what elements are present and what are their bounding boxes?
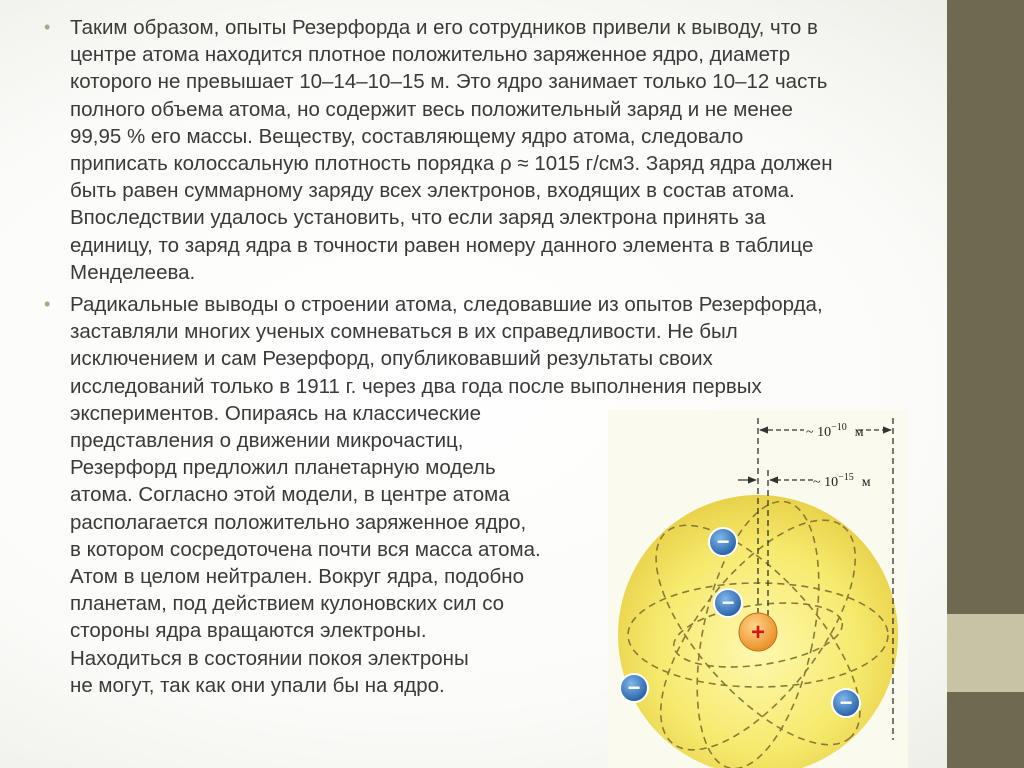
- bullet-marker: •: [44, 17, 51, 37]
- electron: [709, 528, 737, 556]
- paragraph-1-line: Таким образом, опыты Резерфорда и его сотрудников привели к выводу, что в: [70, 16, 818, 39]
- paragraph-2-line: стороны ядра вращаются электроны.: [70, 619, 427, 643]
- bullet-marker: •: [44, 294, 51, 315]
- paragraph-1-line: Впоследствии удалось установить, что если заряд электрона принять за: [70, 206, 766, 230]
- paragraph-2-line: Находиться в состоянии покоя электроны: [70, 646, 469, 670]
- paragraph-2-line: заставляли многих ученых сомневаться в их справедливости. Не был: [70, 320, 738, 344]
- electron-sign: −: [716, 529, 730, 554]
- paragraph-1-line: Менделеева.: [70, 260, 196, 284]
- paragraph-2-line: планетам, под действием кулоновских сил со: [70, 592, 505, 616]
- nucleus: [739, 613, 777, 651]
- nucleus-size-label: ~ $10^{-15}$ м: [813, 472, 871, 490]
- paragraph-2-line: в котором сосредоточена почти вся масса атома.: [70, 537, 541, 561]
- paragraph-2-line: исключением и сам Резерфорд, опубликовавший результаты своих: [70, 347, 713, 371]
- electron-sign: −: [721, 590, 735, 615]
- paragraph-1-line: приписать колоссальную плотность порядка ρ ≈ 1015 г/см3. Заряд ядра должен: [70, 152, 833, 176]
- bullet-paragraph-1: [44, 14, 924, 286]
- electron: [620, 674, 648, 702]
- paragraph-2-line: располагается положительно заряженное ядро,: [70, 510, 527, 534]
- paragraph-2-line: Атом в целом нейтрален. Вокруг ядра, подобно: [70, 565, 524, 589]
- rutherford-atom-diagram: [608, 410, 908, 768]
- electron: [714, 589, 742, 617]
- paragraph-1-line: 99,95 % его массы. Веществу, составляющему ядро атома, следовало: [70, 124, 744, 148]
- electron-sign: −: [627, 675, 641, 700]
- paragraph-2-line: Резерфорд предложил планетарную модель: [70, 456, 496, 480]
- nucleus-plus-sign: +: [750, 619, 766, 646]
- paragraph-1-line: которого не превышает 10–14–10–15 м. Это ядро занимает только 10–12 часть: [70, 70, 828, 94]
- paragraph-2-line: Радикальные выводы о строении атома, следовавшие из опытов Резерфорда,: [70, 293, 823, 317]
- paragraph-1-line: единицу, то заряд ядра в точности равен номеру данного элемента в таблице: [70, 233, 814, 257]
- paragraph-2-line: исследований только в 1911 г. через два года после выполнения первых: [70, 374, 762, 398]
- paragraph-1-line: центре атома находится плотное положительно заряженное ядро, диаметр: [70, 43, 791, 67]
- atom-size-label: ~ $10^{-10}$ м: [806, 422, 864, 440]
- paragraph-1-line: полного объема атома, но содержит весь положительный заряд и не менее: [70, 97, 793, 121]
- paragraph-1-line: быть равен суммарному заряду всех электронов, входящих в состав атома.: [70, 179, 795, 203]
- decorative-sidebar-band: [947, 614, 1024, 692]
- paragraph-2-line: атома. Согласно этой модели, в центре атома: [70, 483, 510, 507]
- paragraph-2-line: не могут, так как они упали бы на ядро.: [70, 673, 445, 697]
- paragraph-2-line: представления о движении микрочастиц,: [70, 429, 464, 453]
- paragraph-2-line: экспериментов. Опираясь на классические: [70, 401, 482, 425]
- electron-sign: −: [839, 690, 853, 715]
- electron: [832, 689, 860, 717]
